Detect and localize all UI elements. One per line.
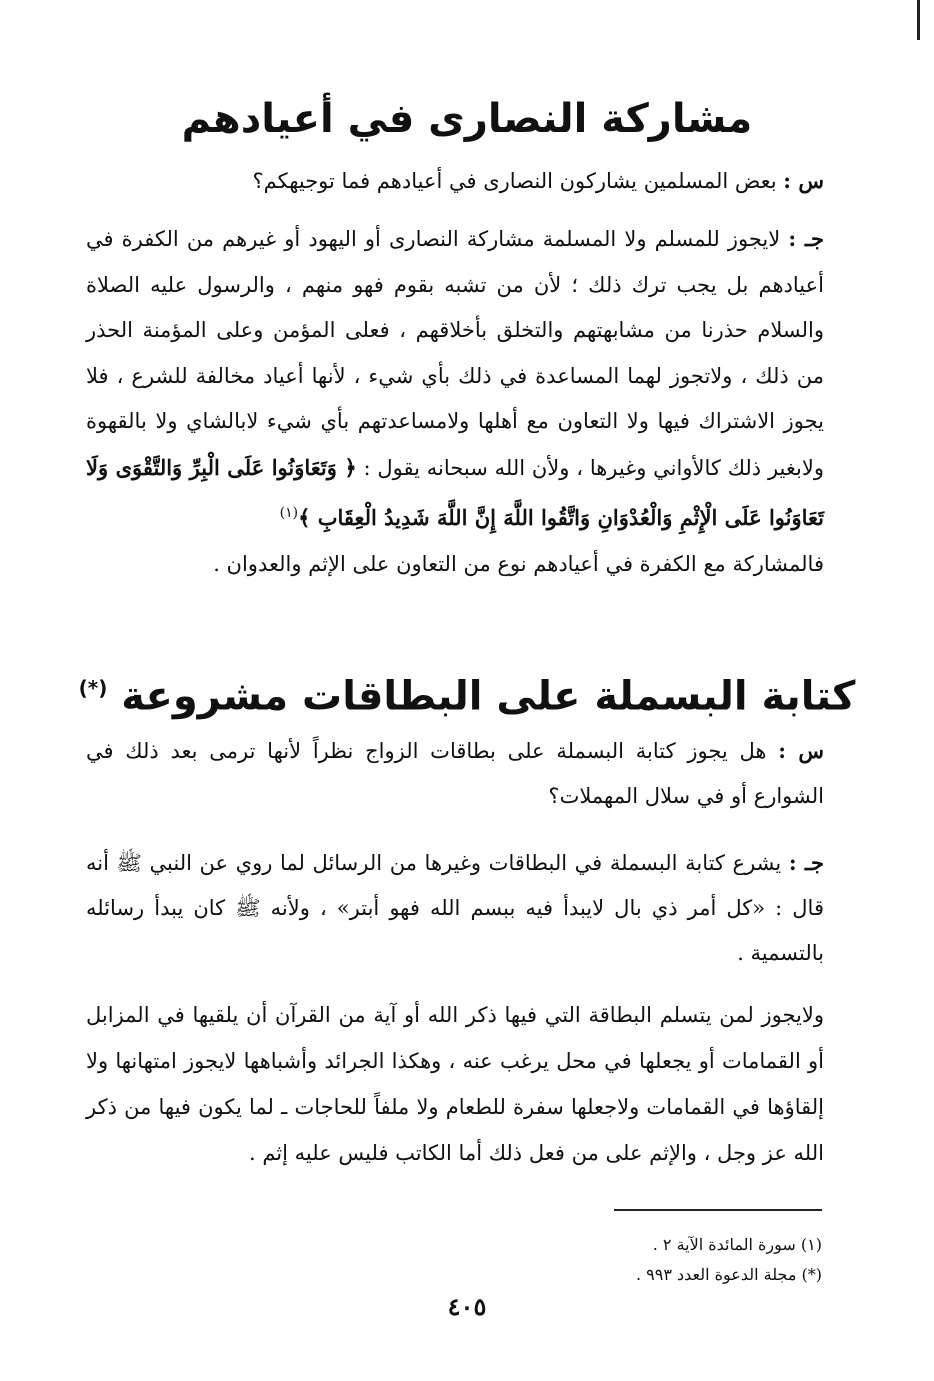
- answer-label: جـ :: [788, 226, 824, 251]
- footnote-divider: [614, 1209, 822, 1211]
- question-label: س :: [783, 168, 824, 193]
- answer-label: جـ :: [788, 850, 824, 875]
- section2-question: [86, 728, 824, 819]
- footnote-1: (١) سورة المائدة الآية ٢ .: [652, 1235, 822, 1254]
- section2-answer: [86, 840, 824, 976]
- footnote-2: (*) مجلة الدعوة العدد ٩٩٣ .: [635, 1265, 822, 1284]
- section2-title: [60, 660, 874, 724]
- section1-title: مشاركة النصارى في أعيادهم: [181, 95, 753, 142]
- question-text: هل يجوز كتابة البسملة على بطاقات الزواج نظراً لأنها ترمى بعد ذلك في الشوارع أو في سلال المهملات؟: [86, 739, 824, 808]
- footnote-reference: (١): [279, 505, 299, 521]
- quran-verse: ﴿ وَتَعَاوَنُوا عَلَى الْبِرِّ وَالتَّقْوَى وَلَا تَعَاوَنُوا عَلَى الْإِثْمِ وَالْعُدْوَانِ وَاتَّقُوا اللَّهَ إِنَّ اللَّهَ شَدِيدُ الْعِقَابِ ﴾: [86, 454, 824, 530]
- section1-question: [86, 158, 824, 204]
- question-label: س :: [778, 738, 824, 763]
- answer-conclusion: فالمشاركة مع الكفرة في أعيادهم نوع من التعاون على الإثم والعدوان .: [213, 551, 824, 576]
- section2-paragraph: ولايجوز لمن يتسلم البطاقة التي فيها ذكر الله أو آية من القرآن أن يلقيها في المزابل أو القمامات أو يجعلها في محل يرغب عنه ، وهكذا الجرائد وأشباهها لايجوز امتهانها ولا إلقاؤها في القمامات ولاجعلها سفرة للطعام ولا ملفاً للحاجات ـ لما يكون فيها من ذكر الله عز وجل ، والإثم على من فعل ذلك أما الكاتب فليس عليه إثم .: [86, 1003, 825, 1165]
- question-text: بعض المسلمين يشاركون النصارى في أعيادهم فما توجيهكم؟: [252, 169, 777, 193]
- section2-title-text: كتابة البسملة على البطاقات مشروعة: [121, 673, 856, 720]
- section1-answer: [86, 216, 824, 587]
- answer-text: يشرع كتابة البسملة في البطاقات وغيرها من الرسائل لما روي عن النبي ﷺ أنه قال : «كل أمر ذي بال لايبدأ فيه ببسم الله فهو أبتر» ، ولأنه ﷺ كان يبدأ رسائله بالتسمية .: [86, 851, 824, 965]
- section2-title-mark: (*): [78, 676, 108, 701]
- page-edge-rule: [917, 0, 934, 40]
- answer-text: لايجوز للمسلم ولا المسلمة مشاركة النصارى أو اليهود أو غيرهم من الكفرة في أعيادهم بل يجب ترك ذلك ؛ لأن من تشبه بقوم فهو منهم ، والرسول عليه الصلاة والسلام حذرنا من مشابهتهم والتخلق بأخلاقهم ، فعلى المؤمن وعلى المؤمنة الحذر من ذلك ، ولاتجوز لهما المساعدة في ذلك بأي شيء ، لأنها أعياد مخالفة للشرع ، فلا يجوز الاشتراك فيها ولا التعاون مع أهلها ولامساعدتهم بأي شيء لابالشاي ولا بالقهوة ولابغير ذلك كالأواني وغيرها ، ولأن الله سبحانه يقول :: [86, 227, 824, 480]
- page-number: ٤٠٥: [447, 1292, 487, 1321]
